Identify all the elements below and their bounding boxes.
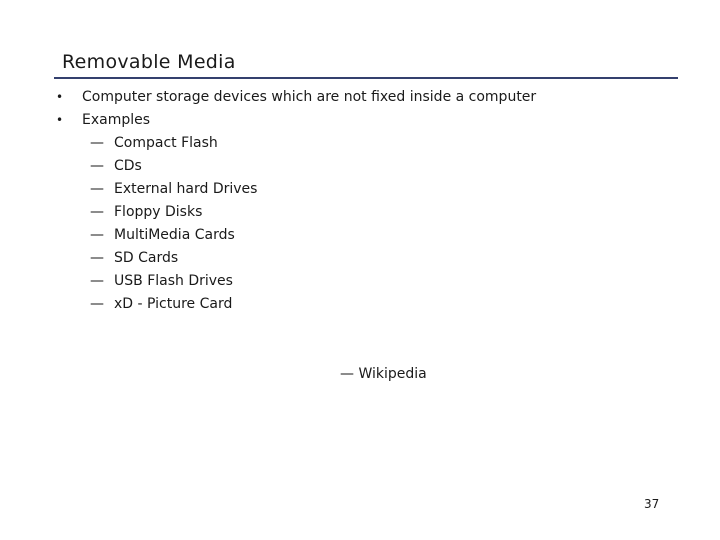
bullet-marker: • (56, 90, 64, 104)
dash-marker: — (90, 227, 104, 243)
sub-bullet-item (0, 270, 720, 293)
sub-bullet-text: Compact Flash (114, 135, 218, 151)
dash-marker: — (90, 181, 104, 197)
bullet-marker: • (56, 113, 64, 127)
sub-bullet-text: USB Flash Drives (114, 273, 233, 289)
sub-bullet-text: MultiMedia Cards (114, 227, 235, 243)
sub-bullet-text: Floppy Disks (114, 204, 203, 220)
dash-marker: — (90, 273, 104, 289)
title-underline (54, 77, 678, 79)
dash-marker: — (90, 204, 104, 220)
sub-bullet-item (0, 201, 720, 224)
dash-marker: — (90, 135, 104, 151)
bullet-text: Computer storage devices which are not fixed inside a computer (82, 89, 537, 105)
sub-bullet-text: xD - Picture Card (114, 296, 233, 312)
bullet-item (0, 109, 720, 132)
bullet-item (0, 86, 720, 109)
page-number: 37 (644, 497, 660, 511)
sub-bullet-item (0, 293, 720, 316)
dash-marker: — (90, 158, 104, 174)
attribution: — Wikipedia (340, 366, 427, 382)
sub-bullet-text: CDs (114, 158, 142, 174)
sub-bullet-item (0, 178, 720, 201)
sub-bullet-text: SD Cards (114, 250, 179, 266)
sub-bullet-text: External hard Drives (114, 181, 258, 197)
dash-marker: — (90, 296, 104, 312)
sub-bullet-item (0, 155, 720, 178)
dash-marker: — (90, 250, 104, 266)
bullet-text: Examples (82, 112, 151, 128)
bullet-list (0, 86, 720, 316)
sub-bullet-item (0, 224, 720, 247)
sub-bullet-item (0, 132, 720, 155)
slide-title: Removable Media (62, 51, 236, 73)
sub-bullet-item (0, 247, 720, 270)
